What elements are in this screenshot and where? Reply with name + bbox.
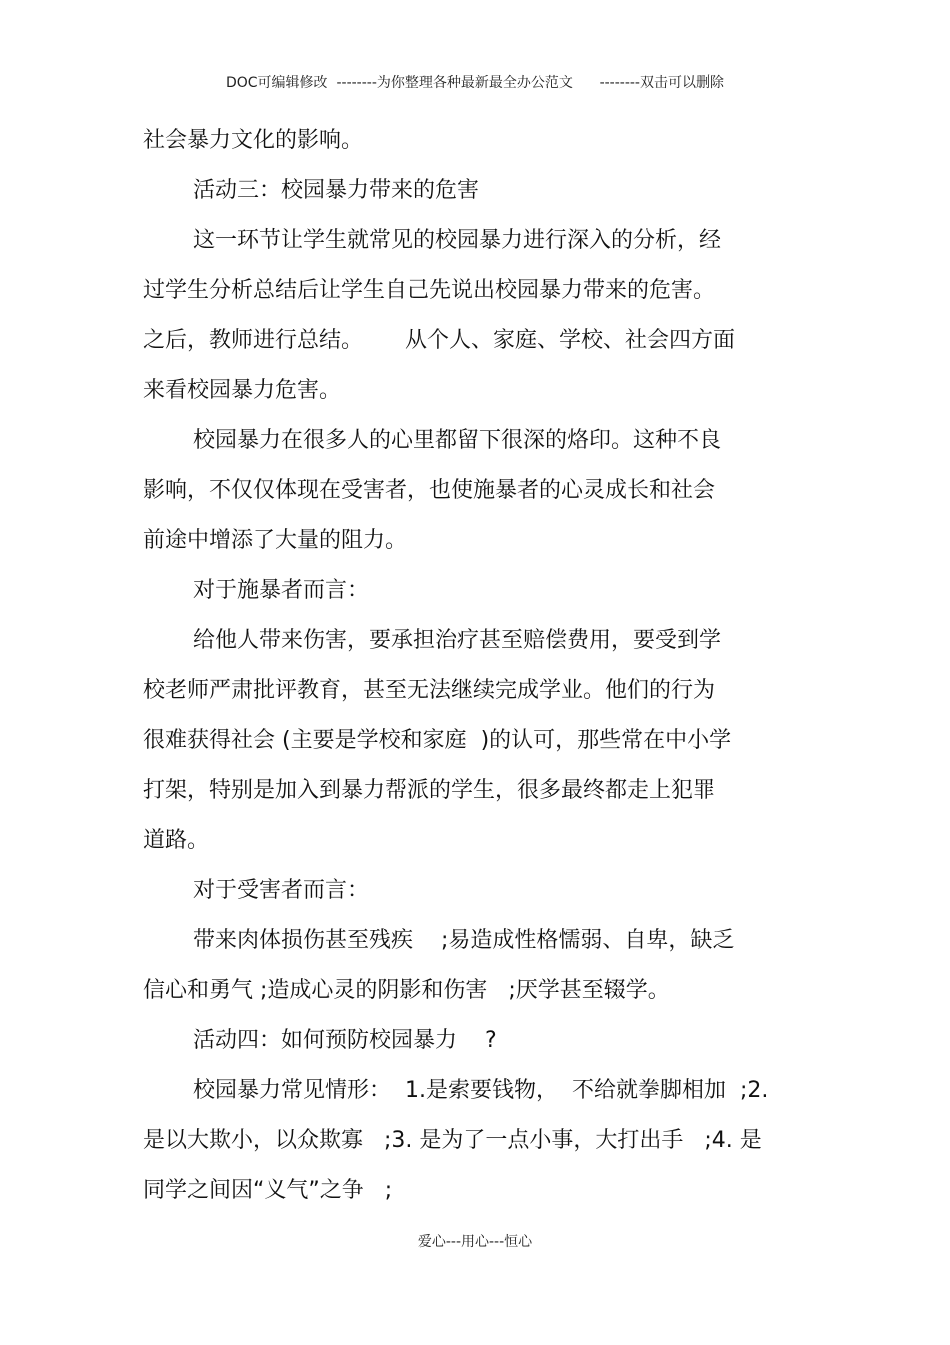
- section-heading: 活动三：校园暴力带来的危害: [193, 178, 480, 203]
- page-footer: 爱心---用心---恒心: [417, 1234, 533, 1250]
- text-line: 信心和勇气 ;造成心灵的阴影和伤害 ;厌学甚至辍学。: [143, 978, 670, 1003]
- text-line: 来看校园暴力危害。: [143, 378, 342, 403]
- page-header: DOC可编辑修改 --------为你整理各种最新最全办公范文 --------双击可以删除: [225, 75, 724, 91]
- text-line: 这一环节让学生就常见的校园暴力进行深入的分析，经: [193, 228, 722, 253]
- text-line: 同学之间因“义气”之争 ;: [143, 1178, 393, 1203]
- text-line: 校园暴力常见情形： 1.是索要钱物， 不给就拳脚相加 ;2.: [193, 1078, 769, 1103]
- text-line: 影响，不仅仅体现在受害者，也使施暴者的心灵成长和社会: [143, 478, 716, 503]
- text-line: 前途中增添了大量的阻力。: [143, 528, 408, 553]
- text-line: 打架，特别是加入到暴力帮派的学生，很多最终都走上犯罪: [143, 778, 716, 803]
- text-line: 过学生分析总结后让学生自己先说出校园暴力带来的危害。: [143, 278, 716, 303]
- section-heading: 活动四：如何预防校园暴力 ?: [193, 1028, 497, 1053]
- text-line: 给他人带来伤害，要承担治疗甚至赔偿费用，要受到学: [193, 628, 722, 653]
- text-line: 是以大欺小，以众欺寡 ;3. 是为了一点小事，大打出手 ;4. 是: [143, 1128, 762, 1153]
- text-line: 带来肉体损伤甚至残疾 ;易造成性格懦弱、自卑，缺乏: [193, 928, 735, 953]
- section-heading: 对于受害者而言：: [193, 878, 370, 903]
- text-line: 校园暴力在很多人的心里都留下很深的烙印。这种不良: [193, 428, 722, 453]
- section-heading: 对于施暴者而言：: [193, 578, 370, 603]
- text-line: 社会暴力文化的影响。: [143, 128, 364, 153]
- text-line: 很难获得社会 (主要是学校和家庭 )的认可，那些常在中小学: [143, 728, 732, 753]
- text-line: 之后，教师进行总结。 从个人、家庭、学校、社会四方面: [143, 328, 735, 353]
- text-line: 校老师严肃批评教育，甚至无法继续完成学业。他们的行为: [143, 678, 716, 703]
- text-line: 道路。: [143, 828, 210, 853]
